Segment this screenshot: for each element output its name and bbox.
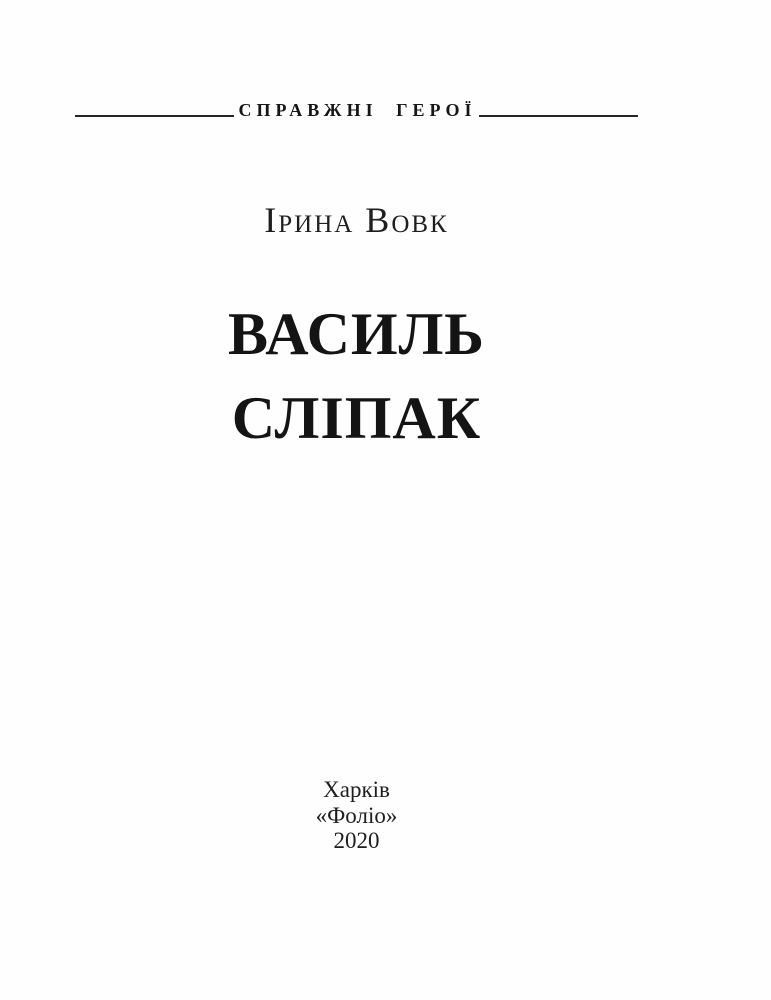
- series-banner: [75, 101, 638, 120]
- imprint-publisher: «Фоліо»: [315, 802, 398, 828]
- book-title-line1: ВАСИЛЬ: [228, 301, 485, 367]
- series-rule-left: [75, 115, 234, 117]
- imprint-block: [75, 777, 638, 854]
- book-title-line2: СЛІПАК: [231, 385, 482, 451]
- imprint-year: 2020: [333, 828, 380, 853]
- author-name: Ірина Вовк: [264, 200, 449, 240]
- imprint-city: Харків: [323, 777, 390, 802]
- book-title: [75, 292, 638, 460]
- series-rule-right: [479, 115, 638, 117]
- series-title: СПРАВЖНІ ГЕРОЇ: [238, 100, 477, 120]
